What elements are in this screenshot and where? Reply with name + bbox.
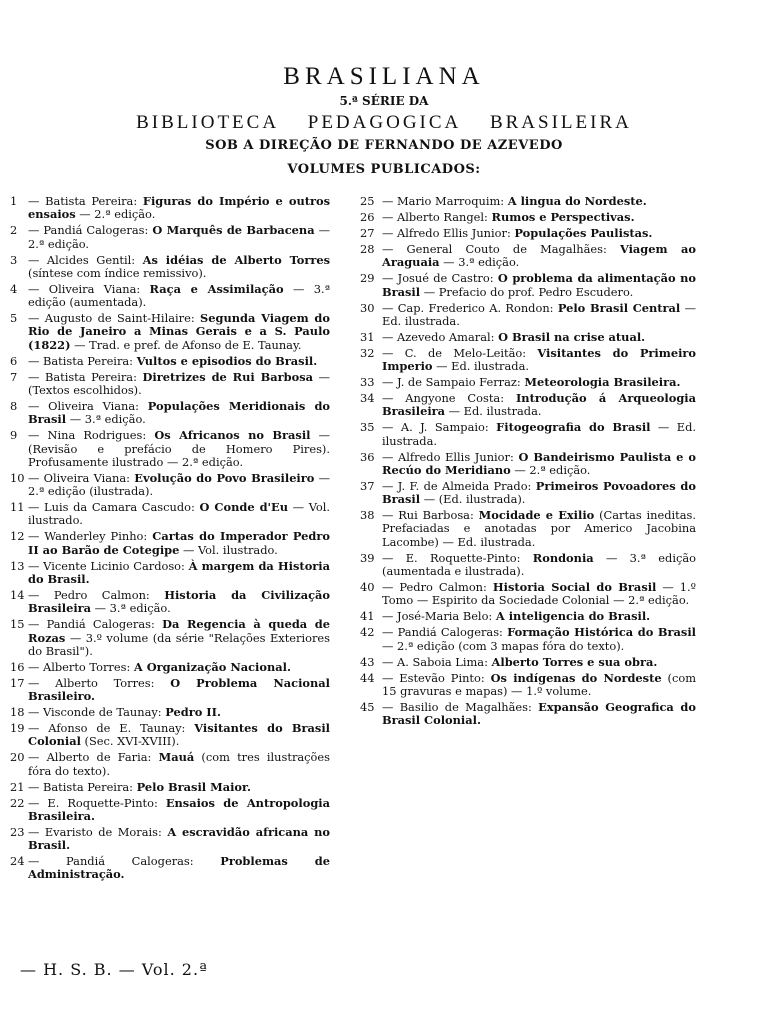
- entry-author: — Pedro Calmon:: [382, 580, 493, 595]
- entry-text: [28, 400, 330, 427]
- entry-author: — J. F. de Almeida Prado:: [382, 478, 536, 493]
- list-item: [10, 661, 330, 674]
- entry-text: [28, 501, 330, 528]
- entry-author: — Angyone Costa:: [382, 391, 516, 406]
- entry-text: [382, 581, 696, 608]
- entry-number: 14: [10, 587, 25, 602]
- list-item: [360, 701, 696, 728]
- entry-note: — 2.ª edição.: [510, 462, 591, 477]
- entry-note: — 3.ª edição.: [439, 255, 520, 270]
- entry-title: À margem da Historia do Brasil.: [28, 558, 330, 586]
- entry-title: A lingua do Nordeste.: [507, 194, 647, 208]
- entry-text: [382, 195, 696, 208]
- entry-author: — Azevedo Amaral:: [382, 329, 499, 344]
- entry-note: — 3.ª edição.: [66, 412, 146, 427]
- entry-title: Vultos e episodios do Brasil.: [136, 353, 318, 368]
- entry-text: [382, 701, 696, 728]
- list-item: [360, 272, 696, 299]
- entry-author: — Oliveira Viana:: [28, 281, 150, 296]
- list-item: [10, 706, 330, 719]
- entry-title: Evolução do Povo Brasileiro: [134, 470, 315, 485]
- entry-note: — (Ed. ilustrada).: [420, 492, 526, 507]
- entry-author: — Mario Marroquim:: [382, 194, 508, 208]
- entry-author: — Afonso de E. Taunay:: [28, 721, 195, 736]
- entry-title: Visitantes do Brasil Colonial: [28, 721, 330, 749]
- entry-text: [382, 347, 696, 374]
- list-item: [10, 254, 330, 281]
- entry-title: Da Regencia à queda de Rozas: [28, 617, 330, 645]
- entry-author: — Pedro Calmon:: [28, 587, 165, 602]
- entry-author: — Batista Pereira:: [28, 369, 143, 384]
- entry-number: 40: [360, 580, 375, 595]
- entry-author: — Cap. Frederico A. Rondon:: [382, 300, 558, 315]
- entry-text: [382, 211, 696, 224]
- entry-author: — José-Maria Belo:: [382, 609, 496, 624]
- entry-number: 8: [10, 398, 18, 413]
- entry-number: 1: [10, 194, 18, 208]
- entry-text: [382, 610, 696, 623]
- entry-title: A Organização Nacional.: [133, 659, 291, 674]
- entry-title: Pelo Brasil Maior.: [136, 779, 251, 794]
- list-item: [10, 560, 330, 587]
- list-item: [360, 211, 696, 224]
- entry-text: [28, 797, 330, 824]
- list-item: [360, 376, 696, 389]
- list-item: [360, 331, 696, 344]
- entry-number: 12: [10, 529, 25, 544]
- entry-text: [382, 480, 696, 507]
- entry-number: 41: [360, 609, 375, 624]
- entry-text: [28, 371, 330, 398]
- entry-text: [28, 560, 330, 587]
- list-item: [10, 371, 330, 398]
- entry-title: Mauá: [158, 750, 195, 765]
- list-item: [10, 472, 330, 499]
- entry-author: — Josué de Castro:: [382, 271, 498, 286]
- entry-note: — Ed. ilustrada.: [382, 300, 696, 328]
- entry-note: — 3.ª edição (aumentada).: [28, 281, 330, 310]
- entry-number: 37: [360, 478, 375, 493]
- entry-number: 18: [10, 705, 25, 720]
- entry-number: 38: [360, 508, 375, 523]
- entry-number: 31: [360, 329, 375, 344]
- entry-number: 26: [360, 209, 375, 224]
- entry-text: [28, 661, 330, 674]
- entry-text: [28, 589, 330, 616]
- entry-author: — Pandiá Calogeras:: [382, 625, 508, 640]
- entry-title: Historia da Civilização Brasileira: [28, 587, 330, 616]
- entry-title: Fitogeografia do Brasil: [496, 420, 651, 435]
- list-item: [360, 552, 696, 579]
- list-item: [10, 429, 330, 469]
- entry-author: — Rui Barbosa:: [382, 508, 479, 523]
- entry-author: — Batista Pereira:: [28, 194, 143, 208]
- entry-text: [382, 626, 696, 653]
- entry-number: 28: [360, 241, 375, 256]
- entry-author: — Nina Rodrigues:: [28, 428, 155, 443]
- entry-number: 36: [360, 449, 375, 464]
- entry-author: — General Couto de Magalhães:: [382, 241, 620, 256]
- entry-author: — Oliveira Viana:: [28, 470, 135, 485]
- entry-note: (síntese com índice remissivo).: [28, 265, 207, 280]
- entry-note: (com tres ilustrações fóra do texto).: [28, 750, 331, 778]
- entry-title: Formação Histórica do Brasil: [507, 625, 697, 640]
- entry-author: — C. de Melo-Leitão:: [382, 345, 538, 360]
- list-item: [360, 626, 696, 653]
- list-item: [10, 355, 330, 368]
- entry-note: — 2.ª edição.: [28, 223, 330, 251]
- entry-title: O Conde d'Eu: [199, 500, 288, 515]
- list-item: [360, 227, 696, 240]
- entry-note: — 2.ª edição (com 3 mapas fóra do texto).: [382, 638, 625, 653]
- entry-author: — Batista Pereira:: [28, 353, 137, 368]
- list-item: [10, 618, 330, 658]
- entry-text: [28, 855, 330, 882]
- entry-text: [28, 530, 330, 557]
- list-item: [360, 392, 696, 419]
- entry-text: [28, 781, 330, 794]
- entry-title: Meteorologia Brasileira.: [524, 375, 681, 390]
- entry-text: [28, 472, 330, 499]
- entry-title: O Brasil na crise atual.: [498, 329, 646, 344]
- entry-text: [382, 421, 696, 448]
- entry-note: — 3.ª edição (aumentada e ilustrada).: [382, 550, 696, 579]
- entry-title: Populações Meridionais do Brasil: [28, 398, 330, 427]
- list-item: [10, 283, 330, 310]
- entry-number: 4: [10, 281, 18, 296]
- entry-author: — Alberto Rangel:: [382, 209, 492, 224]
- entry-title: O Problema Nacional Brasileiro.: [28, 675, 330, 704]
- entry-text: [382, 227, 696, 240]
- entry-number: 45: [360, 699, 375, 714]
- entry-author: — E. Roquette-Pinto:: [28, 795, 166, 810]
- entry-note: — Prefacio do prof. Pedro Escudero.: [420, 284, 634, 299]
- list-item: [360, 243, 696, 270]
- entry-title: Os Africanos no Brasil: [154, 428, 311, 443]
- entry-title: A inteligencia do Brasil.: [495, 609, 651, 624]
- entry-author: — Alberto Torres:: [28, 675, 171, 690]
- list-item: [360, 610, 696, 623]
- entry-text: [382, 509, 696, 549]
- entry-title: Problemas de Administração.: [28, 854, 331, 882]
- entry-text: [382, 331, 696, 344]
- entry-number: 19: [10, 721, 25, 736]
- entry-author: — Vicente Licinio Cardoso:: [28, 558, 189, 573]
- entry-number: 27: [360, 225, 375, 240]
- entry-title: Rondonia: [532, 550, 594, 565]
- list-item: [360, 509, 696, 549]
- entry-note: (Sec. XVI-XVIII).: [80, 734, 180, 749]
- entry-number: 3: [10, 252, 18, 267]
- list-item: [360, 421, 696, 448]
- footer-volume: — H. S. B. — Vol. 2.ª: [20, 960, 208, 979]
- entry-number: 10: [10, 470, 25, 485]
- entry-number: 29: [360, 271, 375, 286]
- list-item: [360, 302, 696, 329]
- entry-author: — Alberto Torres:: [28, 659, 134, 674]
- entry-number: 42: [360, 625, 375, 640]
- entry-number: 24: [10, 854, 25, 869]
- entry-number: 16: [10, 659, 25, 674]
- entry-title: Alberto Torres e sua obra.: [491, 654, 658, 669]
- entry-title: Raça e Assimilação: [149, 281, 284, 296]
- entry-text: [382, 672, 696, 699]
- entry-text: [382, 376, 696, 389]
- entry-text: [28, 283, 330, 310]
- entry-note: — Ed. ilustrada.: [382, 420, 696, 448]
- entry-text: [28, 429, 330, 469]
- entry-title: A escravidão africana no Brasil.: [28, 824, 330, 853]
- entry-number: 17: [10, 675, 25, 690]
- entry-title: Viagem ao Araguaia: [382, 241, 696, 270]
- entry-author: — J. de Sampaio Ferraz:: [382, 375, 525, 390]
- list-item: [10, 797, 330, 824]
- entry-title: O Marquês de Barbacena: [152, 223, 315, 238]
- entry-text: [28, 355, 330, 368]
- entry-number: 34: [360, 391, 375, 406]
- entry-note: — 3.º volume (da série "Relações Exteriores do Brasil").: [28, 630, 330, 658]
- entry-number: 20: [10, 750, 25, 765]
- entry-title: Historia Social do Brasil: [492, 580, 657, 595]
- list-item: [10, 312, 330, 352]
- entry-note: — (Textos escolhidos).: [28, 369, 330, 397]
- entry-text: [28, 195, 330, 222]
- entry-number: 15: [10, 617, 25, 632]
- list-item: [360, 451, 696, 478]
- entry-text: [382, 243, 696, 270]
- entry-number: 39: [360, 550, 375, 565]
- entry-author: — Alberto de Faria:: [28, 750, 159, 765]
- list-item: [360, 195, 696, 208]
- list-item: [10, 501, 330, 528]
- entry-text: [28, 722, 330, 749]
- entry-note: (com 15 gravuras e mapas) — 1.º volume.: [382, 670, 697, 698]
- entry-number: 11: [10, 500, 25, 515]
- entry-author: — E. Roquette-Pinto:: [382, 550, 533, 565]
- entry-number: 23: [10, 824, 25, 839]
- series-number: 5.ª SÉRIE DA: [339, 94, 429, 108]
- entry-note: — Ed. ilustrada.: [445, 404, 542, 419]
- series-name: BRASILIANA: [283, 63, 485, 90]
- entry-text: [382, 272, 696, 299]
- entry-title: Primeiros Povoadores do Brasil: [382, 478, 696, 507]
- entry-note: — (Revisão e prefácio de Homero Pires). Profusamente ilustrado — 2.ª edição.: [28, 428, 331, 469]
- entry-number: 6: [10, 353, 18, 368]
- entry-number: 21: [10, 779, 25, 794]
- entry-author: — Alcides Gentil:: [28, 252, 143, 267]
- list-item: [360, 656, 696, 669]
- entry-author: — Estevão Pinto:: [382, 670, 491, 685]
- entry-title: Populações Paulistas.: [514, 225, 653, 240]
- entry-title: Pelo Brasil Central: [557, 300, 681, 315]
- list-item: [10, 400, 330, 427]
- entry-text: [28, 618, 330, 658]
- entry-number: 43: [360, 654, 375, 669]
- entry-number: 35: [360, 420, 375, 435]
- entry-author: — Luis da Camara Cascudo:: [28, 500, 200, 515]
- entry-number: 5: [10, 311, 18, 326]
- entry-note: — Vol. ilustrado.: [28, 500, 330, 528]
- entry-author: — Augusto de Saint-Hilaire:: [28, 311, 201, 326]
- entry-author: — Pandiá Calogeras:: [28, 617, 163, 632]
- entry-note: — Vol. ilustrado.: [179, 542, 278, 557]
- entry-number: 25: [360, 194, 375, 208]
- entry-text: [382, 656, 696, 669]
- entry-title: As idéias de Alberto Torres: [142, 252, 330, 267]
- list-item: [10, 751, 330, 778]
- entry-title: Introdução á Arqueologia Brasileira: [382, 391, 697, 419]
- entry-title: Visitantes do Primeiro Imperio: [382, 345, 696, 374]
- entry-number: 30: [360, 300, 375, 315]
- entry-text: [28, 826, 330, 853]
- director-line: SOB A DIREÇÃO DE FERNANDO DE AZEVEDO: [205, 138, 563, 153]
- list-item: [360, 672, 696, 699]
- list-item: [10, 826, 330, 853]
- page-header: [0, 62, 768, 180]
- list-item: [10, 781, 330, 794]
- entry-text: [28, 706, 330, 719]
- list-item: [10, 589, 330, 616]
- entry-text: [28, 224, 330, 251]
- entry-text: [28, 751, 330, 778]
- entry-number: 9: [10, 428, 18, 443]
- entry-author: — A. Saboia Lima:: [382, 654, 492, 669]
- list-item: [360, 347, 696, 374]
- entry-text: [382, 302, 696, 329]
- entry-note: (Cartas ineditas. Prefaciadas e anotadas por Americo Jacobina Lacombe) — Ed. ilustrada.: [382, 508, 696, 549]
- entry-title: Figuras do Império e outros ensaios: [28, 194, 330, 222]
- entry-author: — Basilio de Magalhães:: [382, 699, 539, 714]
- entry-text: [28, 312, 330, 352]
- entry-author: — Wanderley Pinho:: [28, 529, 153, 544]
- list-item: [360, 480, 696, 507]
- entry-note: — 2.ª edição (ilustrada).: [28, 470, 331, 499]
- entry-text: [382, 552, 696, 579]
- entry-author: — Pandiá Calogeras:: [28, 854, 221, 869]
- entry-title: Ensaios de Antropologia Brasileira.: [28, 795, 330, 823]
- list-item: [10, 855, 330, 882]
- entry-number: 32: [360, 345, 375, 360]
- entry-author: — Pandiá Calogeras:: [28, 223, 153, 238]
- entry-author: — A. J. Sampaio:: [382, 420, 497, 435]
- entry-author: — Evaristo de Morais:: [28, 824, 168, 839]
- entry-title: Expansão Geografica do Brasil Colonial.: [382, 699, 696, 728]
- list-item: [10, 195, 330, 222]
- entry-number: 7: [10, 369, 18, 384]
- entry-text: [28, 677, 330, 704]
- entry-number: 2: [10, 223, 18, 238]
- list-item: [10, 677, 330, 704]
- entry-title: O problema da alimentação no Brasil: [382, 271, 697, 299]
- entry-author: — Batista Pereira:: [28, 779, 137, 794]
- entry-text: [28, 254, 330, 281]
- entry-note: — Trad. e pref. de Afonso de E. Taunay.: [70, 337, 302, 352]
- entry-title: Diretrizes de Rui Barbosa: [142, 369, 314, 384]
- entry-note: — 1.º Tomo — Espirito da Sociedade Colonial — 2.ª edição.: [382, 580, 696, 608]
- entry-title: Cartas do Imperador Pedro II ao Barão de Cotegipe: [28, 529, 330, 557]
- entry-number: 22: [10, 795, 25, 810]
- entry-title: Mocidade e Exilio: [478, 508, 595, 523]
- entry-title: Rumos e Perspectivas.: [491, 209, 635, 224]
- entry-author: — Alfredo Ellis Junior:: [382, 449, 519, 464]
- list-item: [360, 581, 696, 608]
- entry-title: Segunda Viagem do Rio de Janeiro a Minas Gerais e a S. Paulo (1822): [28, 311, 330, 352]
- entry-author: — Visconde de Taunay:: [28, 705, 166, 720]
- list-item: [10, 224, 330, 251]
- entry-title: O Bandeirismo Paulista e o Recúo do Meridiano: [382, 449, 697, 477]
- entry-text: [382, 392, 696, 419]
- entry-author: — Alfredo Ellis Junior:: [382, 225, 515, 240]
- volumes-heading: VOLUMES PUBLICADOS:: [287, 162, 481, 177]
- list-item: [10, 530, 330, 557]
- entry-number: 33: [360, 375, 375, 390]
- entry-note: — 2.ª edição.: [75, 207, 156, 222]
- entry-number: 44: [360, 670, 375, 685]
- entry-note: — Ed. ilustrada.: [432, 359, 529, 374]
- right-column: [360, 195, 696, 730]
- entry-text: [382, 451, 696, 478]
- entry-author: — Oliveira Viana:: [28, 398, 148, 413]
- entry-number: 13: [10, 558, 25, 573]
- entry-title: Pedro II.: [165, 705, 221, 720]
- list-item: [10, 722, 330, 749]
- entry-title: Os indígenas do Nordeste: [490, 670, 662, 685]
- left-column: [10, 195, 330, 884]
- library-name: BIBLIOTECA PEDAGOGICA BRASILEIRA: [136, 112, 632, 133]
- entry-note: — 3.ª edição.: [91, 601, 171, 616]
